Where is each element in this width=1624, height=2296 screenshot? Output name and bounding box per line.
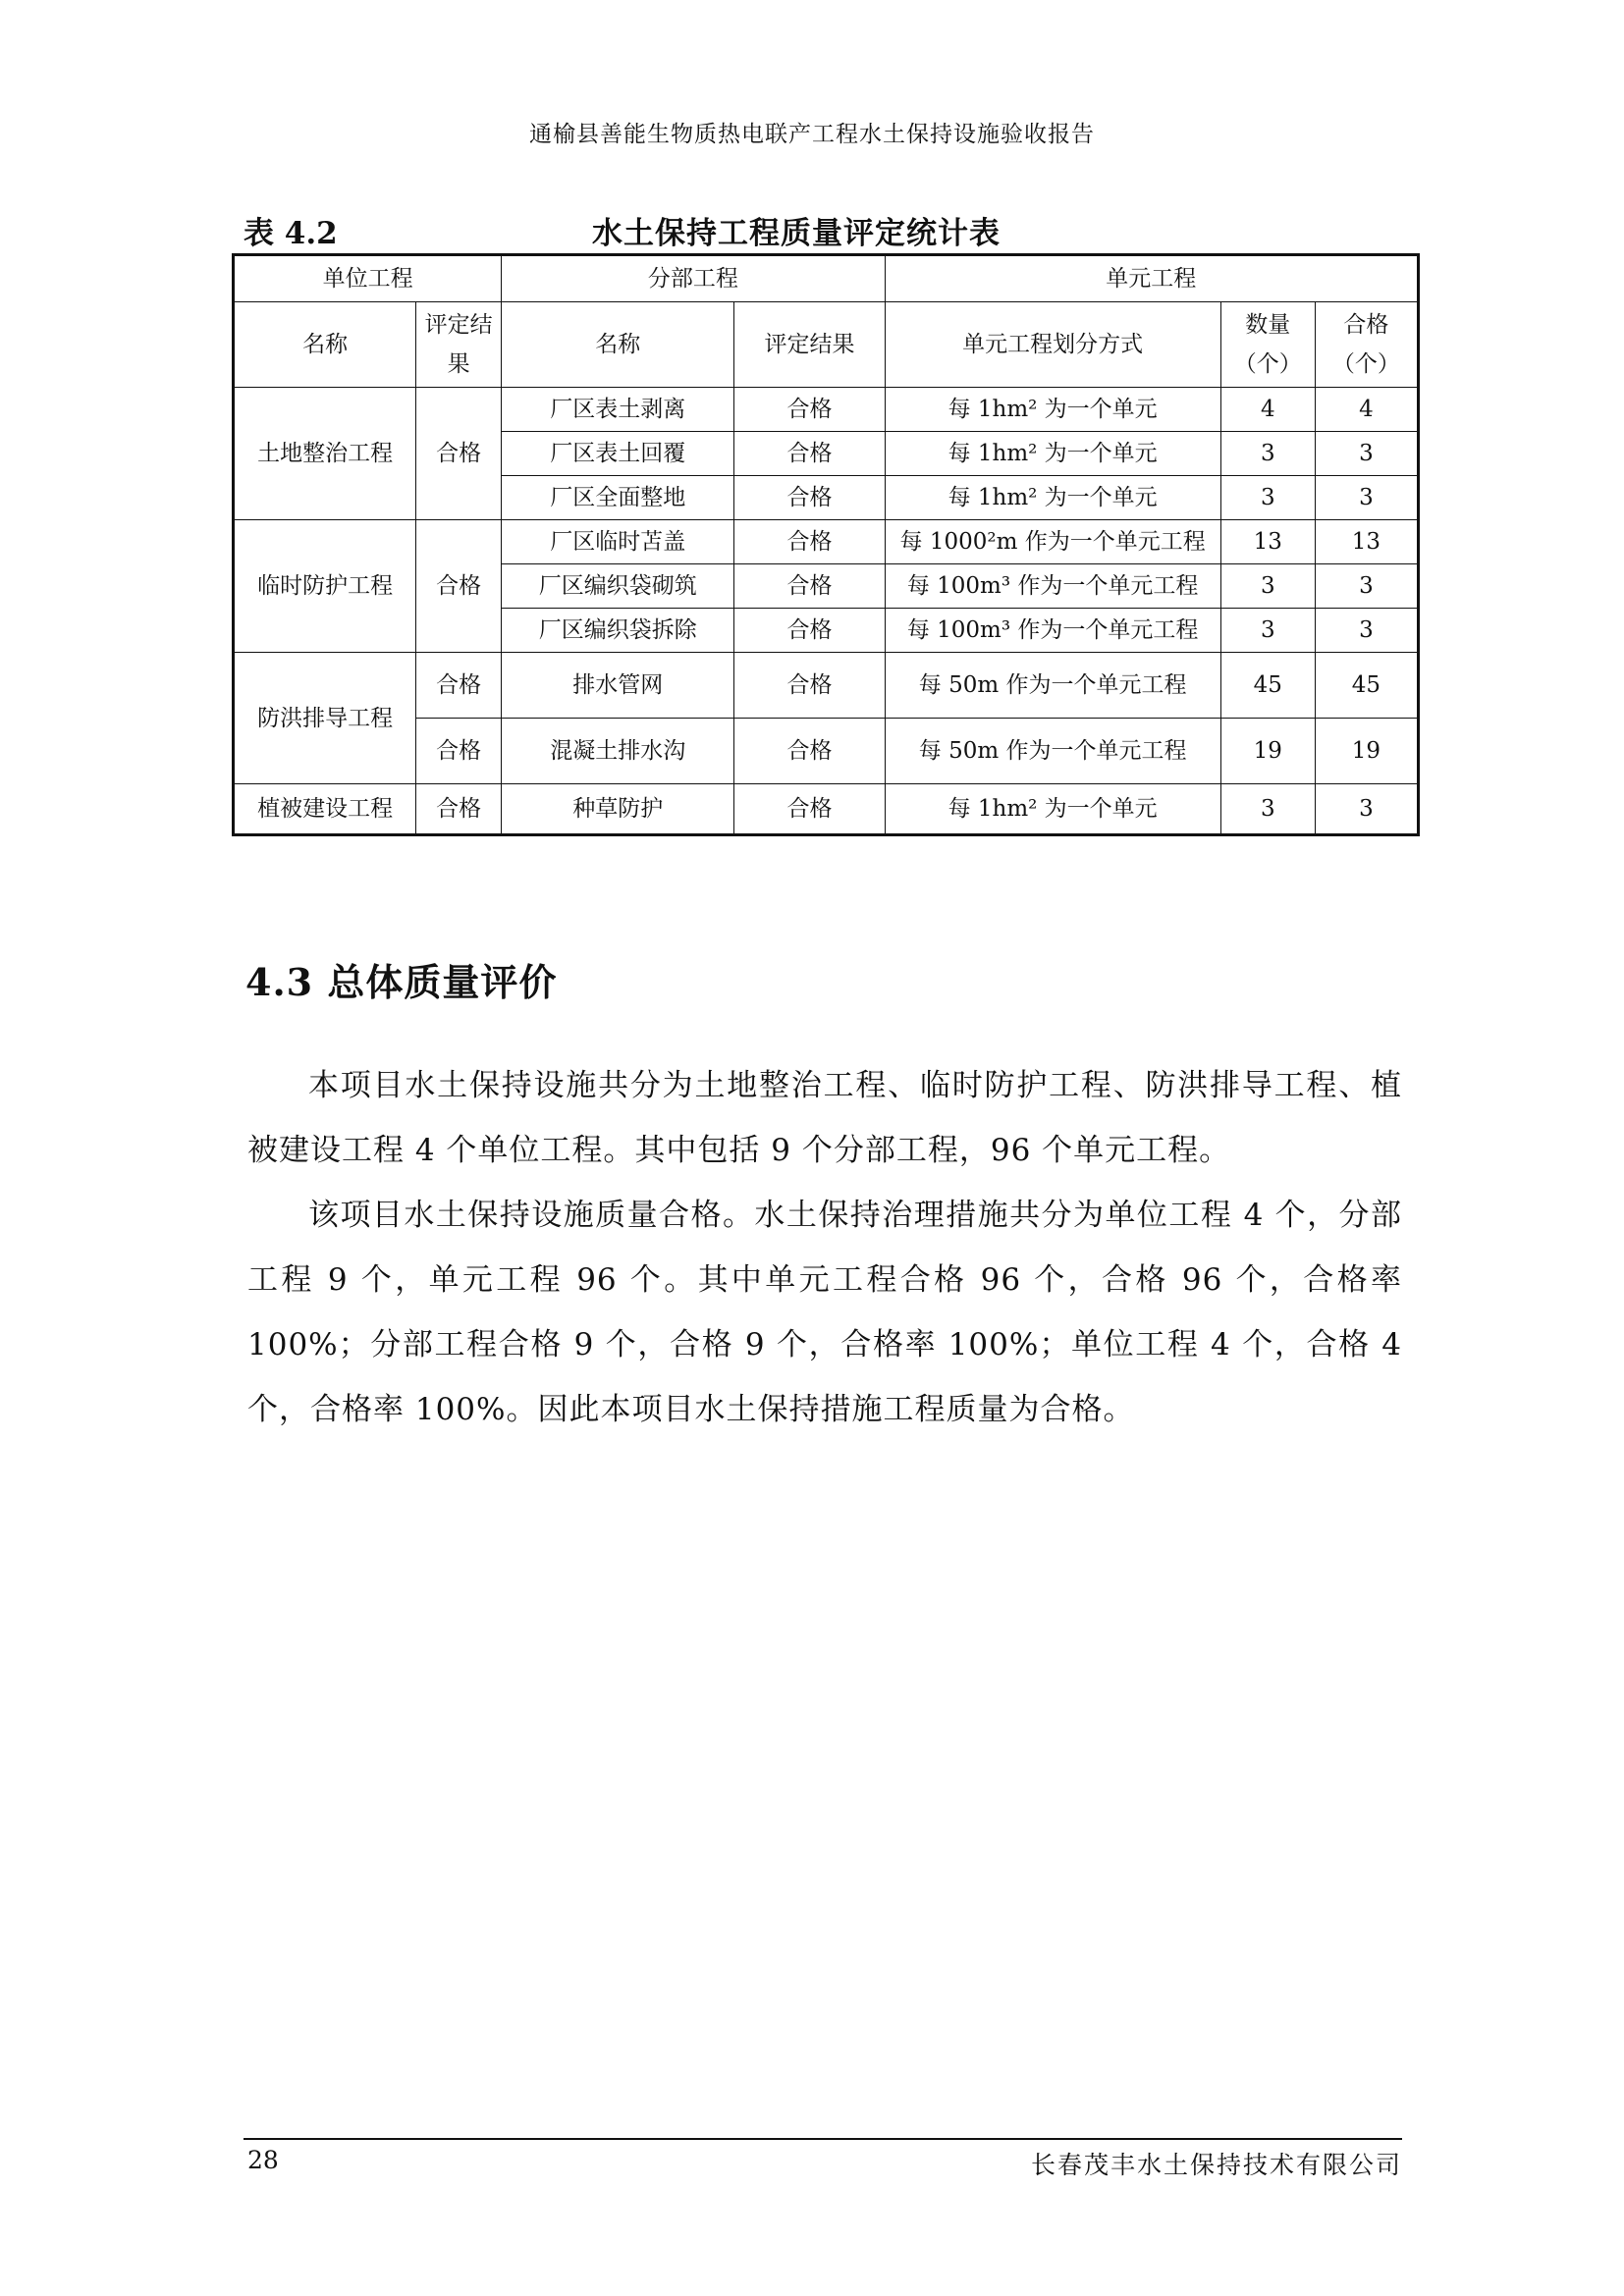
table-number: 表 4.2 <box>244 216 338 251</box>
element-passed: 19 <box>1315 719 1418 784</box>
part-result: 合格 <box>734 432 885 476</box>
element-count: 13 <box>1220 520 1315 564</box>
unit-result: 合格 <box>416 784 502 835</box>
quality-evaluation-table <box>232 253 1420 836</box>
element-passed: 3 <box>1315 432 1418 476</box>
header-element-project: 单元工程 <box>885 255 1419 302</box>
element-count: 19 <box>1220 719 1315 784</box>
paragraph: 该项目水土保持设施质量合格。水土保持治理措施共分为单位工程 4 个，分部工程 9 个，单元工程 96 个。其中单元工程合格 96 个，合格 96 个，合格率 100%；分部工程合格 9 个，合格 9 个，合格率 100%；单位工程 4 个，合格 4 个，合格率 100%。因此本项目水土保持措施工程质量为合格。 <box>247 1198 1402 1427</box>
element-count: 3 <box>1220 784 1315 835</box>
part-result: 合格 <box>734 476 885 520</box>
element-passed: 4 <box>1315 388 1418 432</box>
element-passed: 3 <box>1315 784 1418 835</box>
unit-result: 合格 <box>416 653 502 719</box>
page-number: 28 <box>247 2146 279 2174</box>
element-count: 3 <box>1220 609 1315 653</box>
paragraph: 本项目水土保持设施共分为土地整治工程、临时防护工程、防洪排导工程、植被建设工程 4 个单位工程。其中包括 9 个分部工程，96 个单元工程。 <box>247 1068 1402 1168</box>
division-method: 每 1000²m 作为一个单元工程 <box>885 520 1220 564</box>
part-name: 种草防护 <box>502 784 734 835</box>
part-result: 合格 <box>734 609 885 653</box>
company-name: 长春茂丰水土保持技术有限公司 <box>1030 2151 1402 2179</box>
unit-result: 合格 <box>416 520 502 653</box>
element-count: 45 <box>1220 653 1315 719</box>
element-count: 3 <box>1220 432 1315 476</box>
unit-result: 合格 <box>416 388 502 520</box>
part-name: 厂区表土剥离 <box>502 388 734 432</box>
unit-name: 植被建设工程 <box>234 784 416 835</box>
division-method: 每 50m 作为一个单元工程 <box>885 719 1220 784</box>
element-passed: 3 <box>1315 476 1418 520</box>
unit-name: 临时防护工程 <box>234 520 416 653</box>
part-name: 厂区临时苫盖 <box>502 520 734 564</box>
division-method: 每 1hm² 为一个单元 <box>885 476 1220 520</box>
element-passed: 13 <box>1315 520 1418 564</box>
division-method: 每 1hm² 为一个单元 <box>885 388 1220 432</box>
table-row <box>234 653 1419 719</box>
part-name: 厂区编织袋拆除 <box>502 609 734 653</box>
element-count: 3 <box>1220 564 1315 609</box>
part-result: 合格 <box>734 653 885 719</box>
table-row <box>234 784 1419 835</box>
unit-name: 防洪排导工程 <box>234 653 416 784</box>
header-part-result: 评定结果 <box>734 302 885 388</box>
section-heading: 4.3 总体质量评价 <box>245 960 558 1004</box>
header-part-project: 分部工程 <box>502 255 885 302</box>
unit-result: 合格 <box>416 719 502 784</box>
part-result: 合格 <box>734 388 885 432</box>
element-passed: 45 <box>1315 653 1418 719</box>
part-name: 排水管网 <box>502 653 734 719</box>
header-passed: 合格（个） <box>1315 302 1418 388</box>
division-method: 每 50m 作为一个单元工程 <box>885 653 1220 719</box>
part-name: 混凝土排水沟 <box>502 719 734 784</box>
part-result: 合格 <box>734 719 885 784</box>
division-method: 每 100m³ 作为一个单元工程 <box>885 609 1220 653</box>
header-unit-result: 评定结果 <box>416 302 502 388</box>
element-count: 4 <box>1220 388 1315 432</box>
division-method: 每 100m³ 作为一个单元工程 <box>885 564 1220 609</box>
footer-divider <box>244 2138 1402 2140</box>
part-name: 厂区编织袋砌筑 <box>502 564 734 609</box>
element-count: 3 <box>1220 476 1315 520</box>
element-passed: 3 <box>1315 564 1418 609</box>
division-method: 每 1hm² 为一个单元 <box>885 432 1220 476</box>
element-passed: 3 <box>1315 609 1418 653</box>
table-row <box>234 520 1419 564</box>
part-name: 厂区全面整地 <box>502 476 734 520</box>
part-name: 厂区表土回覆 <box>502 432 734 476</box>
table-caption <box>244 208 1373 251</box>
table-sub-header-row <box>234 302 1419 388</box>
division-method: 每 1hm² 为一个单元 <box>885 784 1220 835</box>
part-result: 合格 <box>734 784 885 835</box>
table-row <box>234 388 1419 432</box>
header-unit-name: 名称 <box>234 302 416 388</box>
header-unit-project: 单位工程 <box>234 255 502 302</box>
unit-name: 土地整治工程 <box>234 388 416 520</box>
part-result: 合格 <box>734 520 885 564</box>
part-result: 合格 <box>734 564 885 609</box>
page-header: 通榆县善能生物质热电联产工程水土保持设施验收报告 <box>529 122 1095 147</box>
table-group-header-row <box>234 255 1419 302</box>
header-count: 数量（个） <box>1220 302 1315 388</box>
table-title: 水土保持工程质量评定统计表 <box>592 216 1001 251</box>
header-division-method: 单元工程划分方式 <box>885 302 1220 388</box>
header-part-name: 名称 <box>502 302 734 388</box>
